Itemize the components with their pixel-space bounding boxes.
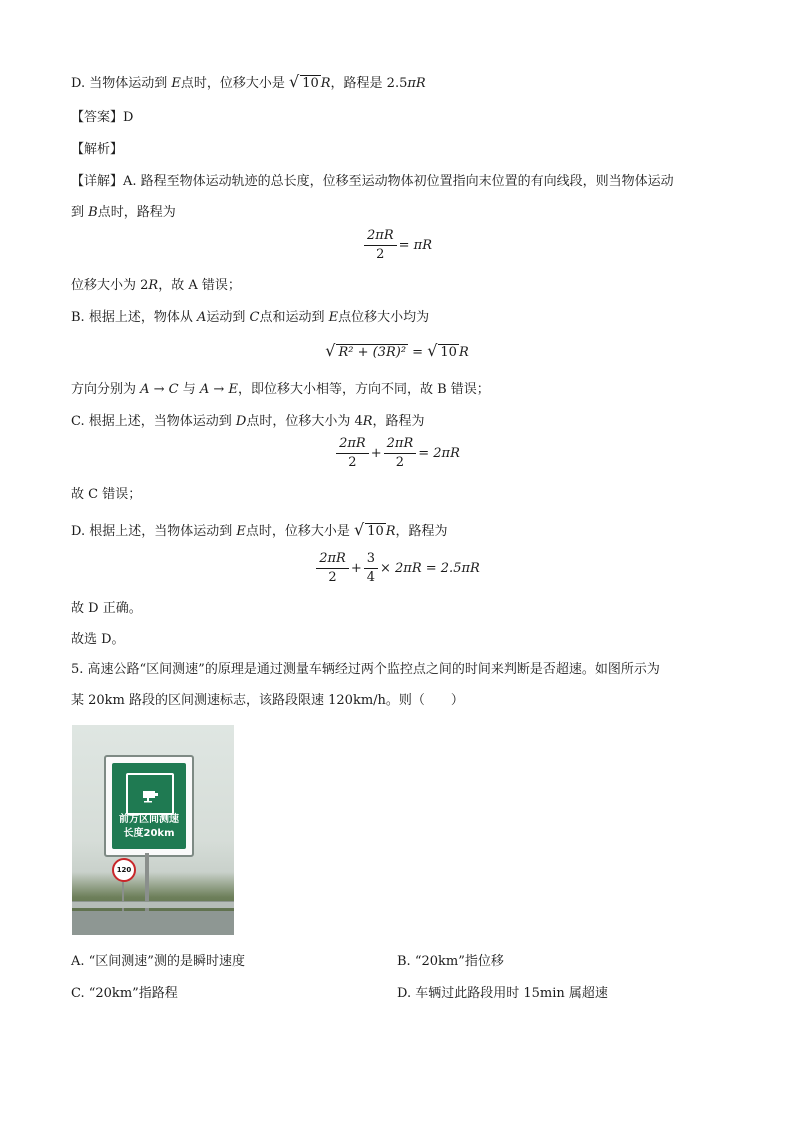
var-r: R <box>385 524 396 539</box>
sqrt-content: 10 <box>440 345 457 360</box>
text: ，路程是 2.5 <box>330 76 408 91</box>
text: ，故 A 错误； <box>158 278 241 293</box>
text: 点时，位移大小是 <box>180 76 289 91</box>
var-r: R <box>320 76 331 91</box>
text: 位移大小为 2 <box>71 278 149 293</box>
text: B. 根据上述，物体从 <box>71 310 197 325</box>
text: ，即位移大小相等，方向不同，故 B 错误； <box>237 382 490 397</box>
conclusion-line: 故选 D。 <box>71 632 125 647</box>
detail-a-line1: 【详解】A. 路程至物体运动轨迹的总长度，位移至运动物体初位置指向末位置的有向线段，则当物体运动 <box>71 174 674 189</box>
sqrt-content: 10 <box>367 524 384 539</box>
option-b: B. “20km”指位移 <box>397 954 504 969</box>
detail-b-line2 <box>71 381 490 399</box>
text: 点时，位移大小为 4 <box>246 414 363 429</box>
option-a: A. “区间测速”测的是瞬时速度 <box>71 954 245 969</box>
var-a: A <box>196 310 207 325</box>
speed-limit-sign: 120 <box>112 858 136 882</box>
text: 点位移大小均为 <box>338 310 430 325</box>
equation-2 <box>0 342 794 362</box>
guard-rail <box>72 901 234 908</box>
var-e: E <box>171 76 181 91</box>
answer-line: 【答案】D <box>71 110 134 125</box>
var-r: R <box>458 345 469 360</box>
sign-line1: 前方区间测速 <box>119 814 179 825</box>
option-d-line <box>71 73 426 93</box>
numerator: 2πR <box>384 436 417 454</box>
text: 到 <box>71 205 89 220</box>
text: 运动到 <box>206 310 250 325</box>
fraction <box>336 436 369 471</box>
pi-r: πR <box>407 76 426 91</box>
road-sign <box>104 755 194 857</box>
option-d: D. 车辆过此路段用时 15min 属超速 <box>397 986 608 1001</box>
numerator: 2πR <box>364 228 397 246</box>
var-e: E <box>236 524 246 539</box>
sqrt-sign: √ <box>325 341 336 360</box>
analysis-heading: 【解析】 <box>71 142 124 157</box>
sign-text <box>112 813 186 841</box>
text: ，路程为 <box>372 414 425 429</box>
arrow-a-c: A → C <box>140 382 179 397</box>
numerator: 2πR <box>336 436 369 454</box>
detail-b-line1 <box>71 309 429 327</box>
sqrt-content: 10 <box>302 76 319 91</box>
detail-a-line3 <box>71 277 241 295</box>
fraction <box>364 228 397 263</box>
plus: + <box>370 446 382 461</box>
sqrt-content: R² + (3R)² <box>338 345 407 360</box>
denominator: 2 <box>376 247 385 262</box>
detail-d-line1 <box>71 521 448 541</box>
text: D. 当物体运动到 <box>71 76 172 91</box>
denominator: 4 <box>366 570 375 585</box>
question5-line1: 5. 高速公路“区间测速”的原理是通过测量车辆经过两个监控点之间的时间来判断是否超速。如图所示为 <box>71 662 660 677</box>
text: 点时，位移大小是 <box>245 524 354 539</box>
denominator: 2 <box>395 455 405 470</box>
text: ，路程为 <box>395 524 448 539</box>
camera-icon <box>140 785 160 803</box>
text: 点时，路程为 <box>97 205 176 220</box>
rhs: × 2πR = 2.5πR <box>380 561 480 576</box>
sign-line2: 长度20km <box>123 828 175 839</box>
detail-c-line2: 故 C 错误； <box>71 487 142 502</box>
text: D. 根据上述，当物体运动到 <box>71 524 237 539</box>
fraction <box>316 551 349 586</box>
fraction <box>384 436 417 471</box>
sqrt-sign: √ <box>354 520 365 539</box>
question5-line2: 某 20km 路段的区间测速标志，该路段限速 120km/h。则（ ） <box>71 693 464 708</box>
text: 方向分别为 <box>71 382 141 397</box>
rhs: = πR <box>398 238 432 253</box>
detail-d-line2: 故 D 正确。 <box>71 601 142 616</box>
var-r: R <box>148 278 159 293</box>
sign-green-panel <box>112 763 186 849</box>
detail-c-line1 <box>71 413 425 431</box>
var-c: C <box>249 310 260 325</box>
var-e: E <box>328 310 339 325</box>
denominator: 2 <box>328 570 337 585</box>
numerator: 2πR <box>316 551 349 569</box>
equation-3 <box>0 436 794 471</box>
var-b: B <box>88 205 98 220</box>
fraction <box>364 551 378 586</box>
detail-a-line2 <box>71 204 176 222</box>
denominator: 2 <box>348 455 357 470</box>
sqrt-sign: √ <box>427 341 438 360</box>
sqrt-sign: √ <box>289 72 300 91</box>
equation-1 <box>0 228 794 263</box>
speed-check-sign-photo <box>72 725 234 935</box>
text: 与 <box>178 382 200 397</box>
road <box>72 911 234 935</box>
text: C. 根据上述，当物体运动到 <box>71 414 236 429</box>
equation-4 <box>0 551 794 586</box>
var-r: R <box>362 414 373 429</box>
rhs: = 2πR <box>418 446 460 461</box>
text: 点和运动到 <box>259 310 329 325</box>
var-d: D <box>235 414 247 429</box>
plus: + <box>350 561 362 576</box>
numerator: 3 <box>364 551 378 569</box>
equals: = <box>412 345 428 360</box>
arrow-a-e: A → E <box>199 382 238 397</box>
camera-icon-frame <box>126 773 174 815</box>
option-c: C. “20km”指路程 <box>71 986 178 1001</box>
